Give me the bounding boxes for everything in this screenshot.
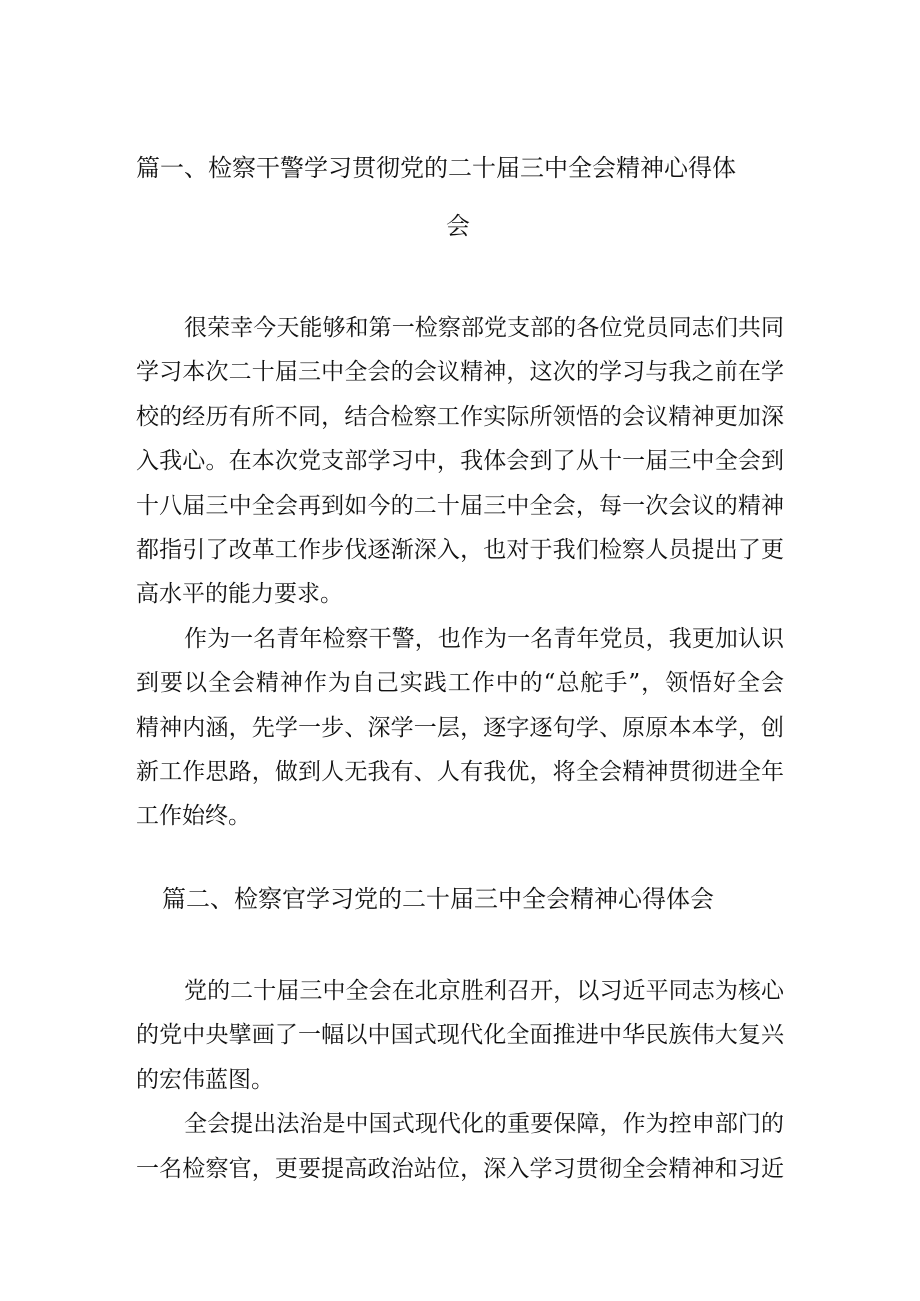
text-line: 新工作思路，做到人无我有、人有我优，将全会精神贯彻进全年 xyxy=(136,758,784,785)
paragraph xyxy=(136,617,784,839)
text-line: 校的经历有所不同，结合检察工作实际所领悟的会议精神更加深 xyxy=(136,403,784,430)
text-line: 作为一名青年检察干警，也作为一名青年党员，我更加认识 xyxy=(184,625,784,652)
paragraph xyxy=(136,969,784,1102)
text-line: 到要以全会精神作为自己实践工作中的“总舵手”，领悟好全会 xyxy=(136,670,784,697)
text-line: 入我心。在本次党支部学习中，我体会到了从十一届三中全会到 xyxy=(136,448,784,475)
text-line: 十八届三中全会再到如今的二十届三中全会，每一次会议的精神 xyxy=(136,492,784,519)
text-line: 的党中央擘画了一幅以中国式现代化全面推进中华民族伟大复兴 xyxy=(136,1022,784,1049)
text-line: 很荣幸今天能够和第一检察部党支部的各位党员同志们共同 xyxy=(184,315,784,341)
text-line: 工作始终。 xyxy=(136,803,251,830)
text-line: 全会提出法治是中国式现代化的重要保障，作为控申部门的 xyxy=(184,1111,784,1138)
text-line: 一名检察官，更要提高政治站位，深入学习贯彻全会精神和习近 xyxy=(136,1155,784,1182)
paragraph xyxy=(136,306,784,617)
text-line: 高水平的能力要求。 xyxy=(136,581,343,608)
section2-title: 篇二、检察官学习党的二十届三中全会精神心得体会 xyxy=(162,885,714,913)
paragraph xyxy=(136,1102,784,1191)
text-line: 学习本次二十届三中全会的会议精神，这次的学习与我之前在学 xyxy=(136,359,784,386)
section1-body xyxy=(136,306,784,839)
section2-body xyxy=(136,969,784,1191)
text-line: 都指引了改革工作步伐逐渐深入，也对于我们检察人员提出了更 xyxy=(136,536,784,563)
text-line: 精神内涵，先学一步、深学一层，逐字逐句学、原原本本学，创 xyxy=(136,714,784,741)
section1-title: 篇一、检察干警学习贯彻党的二十届三中全会精神心得体 xyxy=(136,154,736,182)
section1-title-continued: 会 xyxy=(446,212,470,240)
text-line: 的宏伟蓝图。 xyxy=(136,1066,274,1093)
text-line: 党的二十届三中全会在北京胜利召开，以习近平同志为核心 xyxy=(184,978,784,1004)
